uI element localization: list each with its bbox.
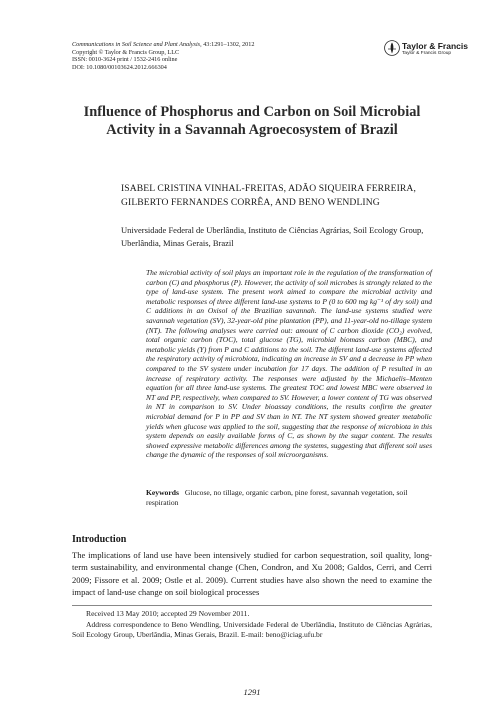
author-list: ISABEL CRISTINA VINHAL-FREITAS, ADÃO SIQUEIRA FERREIRA, GILBERTO FERNANDES CORRÊA, AND BENO WENDLING — [121, 183, 416, 208]
journal-metadata — [72, 41, 254, 71]
publisher-logo — [384, 38, 468, 60]
volume-pages: , 43:1291–1302, 2012 — [200, 41, 255, 48]
intro-paragraph: The implications of land use have been intensively studied for carbon sequestration, soil quality, long-term sustainability, and environmental change (Chen, Condron, and Xu 2008; Galdos, Cerri, and Cerri 2009; Fissore et al. 2009; Ostle et al. 2009). Current studies have also shown the need to examine the impact of land-use change on soil biological processes — [72, 550, 432, 598]
page-number: 1291 — [243, 687, 261, 697]
abstract: The microbial activity of soil plays an important role in the regulation of the transformation of carbon (C) and phosphorus (P). However, the activity of soil microbes is strongly related to the type of land-use system. The present work aimed to compare the microbial activity and metabolic responses of three different land-use systems to P (0 to 600 mg kg⁻¹ of dry soil) and C additions in an Oxisol of the Brazilian savannah. The land-use systems studied were savannah vegetation (SV), 32-year-old pine plantation (PP), and 11-year-old no-tillage system (NT). The following analyses were carried out: amount of C carbon dioxide (CO₂) evolved, total organic carbon (TOC), total glucose (TG), microbial biomass carbon (MBC), and metabolic yields (Y) from P and C additions to the soil. The different land-use systems affected the respiratory activity of microbiota, indicating an increase in SV and a decrease in PP when compared to the SV system under incubation for 17 days. The addition of P resulted in an increase of respiratory activity. The responses were adjusted by the Michaelis–Menten equation for all three land-use systems. The greatest TOC and lowest MBC were observed in NT and PP, respectively, when compared to SV. However, a lower content of TG was observed in NT in comparison to SV. Under bioassay conditions, the results confirm the greater microbial demand for P in PP and SV than in NT. The NT system showed greater metabolic yields when glucose was applied to the soil, suggesting that the response of microbiota in this system depends on easily available forms of C, as shown by the sugar content. The results showed expressive metabolic differences among the systems, suggesting that different soil uses change the dynamic of the responses of soil microorganisms. — [146, 268, 432, 460]
affiliation: Universidade Federal de Uberlândia, Instituto de Ciências Agrárias, Soil Ecology Group, Uberlândia, Minas Gerais, Brazil — [121, 225, 424, 248]
doi-line: DOI: 10.1080/00103624.2012.666304 — [72, 63, 167, 71]
journal-name: Communications in Soil Science and Plant Analysis — [72, 41, 201, 48]
article-title: Influence of Phosphorus and Carbon on Soil Microbial Activity in a Savannah Agroecosystem of Brazil — [83, 104, 421, 138]
section-heading: Introduction — [72, 534, 127, 545]
keywords-text: Glucose, no tillage, organic carbon, pine forest, savannah vegetation, soil respiration — [146, 488, 408, 508]
copyright-line: Copyright © Taylor & Francis Group, LLC — [72, 48, 180, 56]
publisher-name: Taylor & Francis — [402, 41, 468, 51]
keywords — [146, 488, 432, 509]
footnote-divider — [72, 605, 432, 606]
journal-citation — [72, 41, 254, 49]
received-note: Received 13 May 2010; accepted 29 November 2011. — [86, 609, 250, 618]
publisher-logo-icon — [384, 40, 400, 56]
correspondence-note: Address correspondence to Beno Wendling, Universidade Federal de Uberlândia, Instituto de Ciências Agrárias, Soil Ecology Group, Uberlândia, Minas Gerais, Brazil. E-mail: beno@iciag.ufu.br — [72, 619, 432, 639]
keywords-label: Keywords — [146, 488, 179, 497]
footnotes — [72, 609, 432, 641]
publisher-subname: Taylor & Francis Group — [402, 51, 452, 56]
issn-line: ISSN: 0010-3624 print / 1532-2416 online — [72, 56, 178, 64]
